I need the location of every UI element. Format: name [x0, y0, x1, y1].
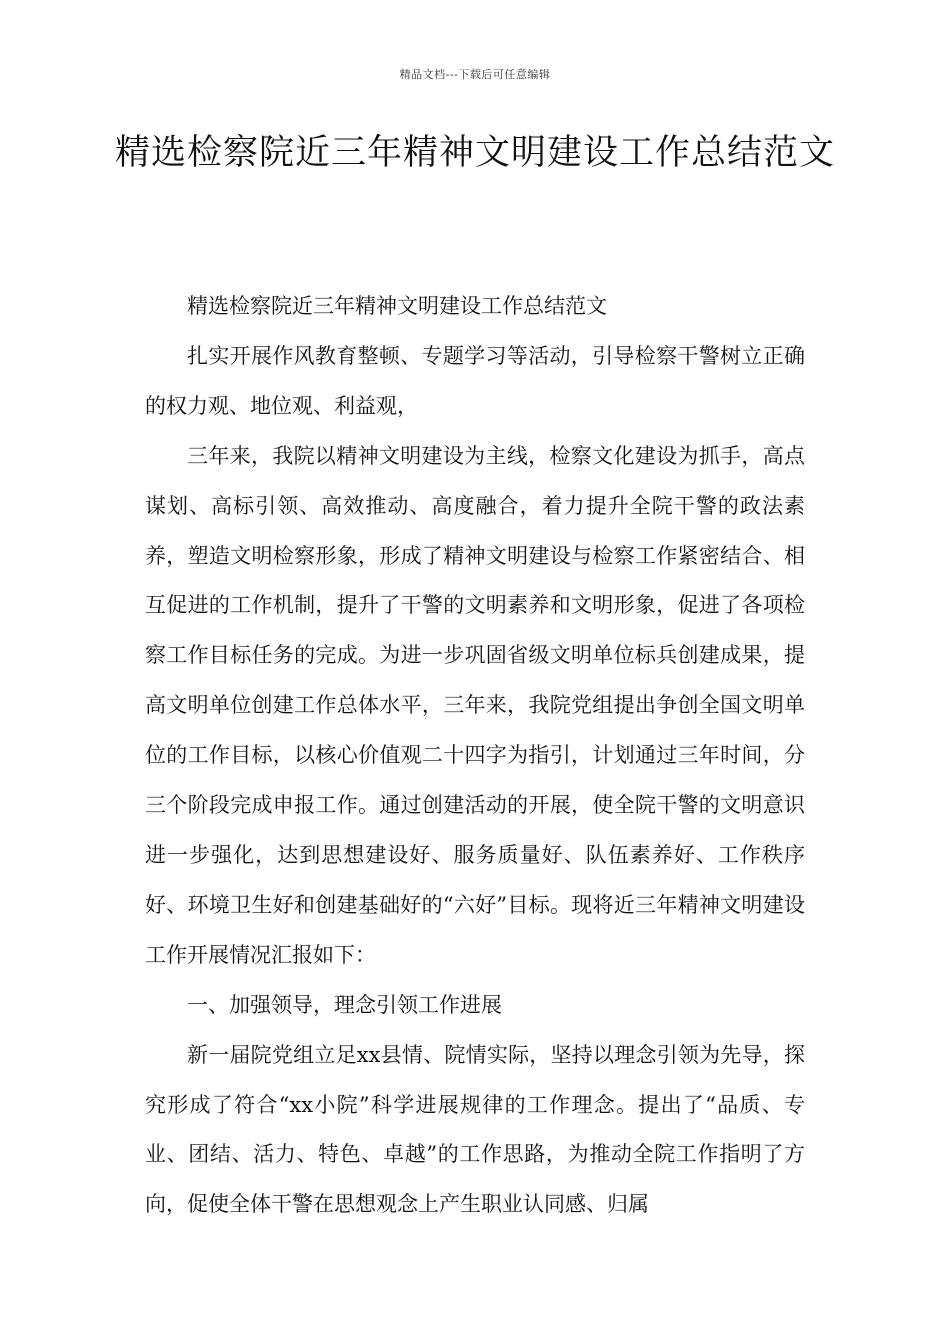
paragraph: 三年来，我院以精神文明建设为主线，检察文化建设为抓手，高点谋划、高标引领、高效推动、高度融合，着力提升全院干警的政法素养，塑造文明检察形象，形成了精神文明建设与检察工作紧密结合、相互促进的工作机制，提升了干警的文明素养和文明形象，促进了各项检察工作目标任务的完成。为进一步巩固省级文明单位标兵创建成果，提高文明单位创建工作总体水平，三年来，我院党组提出争创全国文明单位的工作目标，以核心价值观二十四字为指引，计划通过三年时间，分三个阶段完成申报工作。通过创建活动的开展，使全院干警的文明意识进一步强化，达到思想建设好、服务质量好、队伍素养好、工作秩序好、环境卫生好和创建基础好的“六好”目标。现将近三年精神文明建设工作开展情况汇报如下：: [145, 443, 805, 967]
section-heading: 一、加强领导，理念引领工作进展: [187, 992, 502, 1017]
document-title: 精选检察院近三年精神文明建设工作总结范文: [114, 133, 835, 173]
paragraph-subtitle: 精选检察院近三年精神文明建设工作总结范文: [187, 294, 607, 318]
document-body: [145, 282, 805, 1230]
header-note: 精品文档---下载后可任意编辑: [399, 68, 551, 81]
paragraph: 扎实开展作风教育整顿、专题学习等活动，引导检察干警树立正确的权力观、地位观、利益观，: [145, 343, 805, 418]
paragraph: 新一届院党组立足xx县情、院情实际，坚持以理念引领为先导，探究形成了符合“xx小院”科学进展规律的工作理念。提出了“品质、专业、团结、活力、特色、卓越”的工作思路，为推动全院工作指明了方向，促使全体干警在思想观念上产生职业认同感、归属: [145, 1042, 805, 1217]
